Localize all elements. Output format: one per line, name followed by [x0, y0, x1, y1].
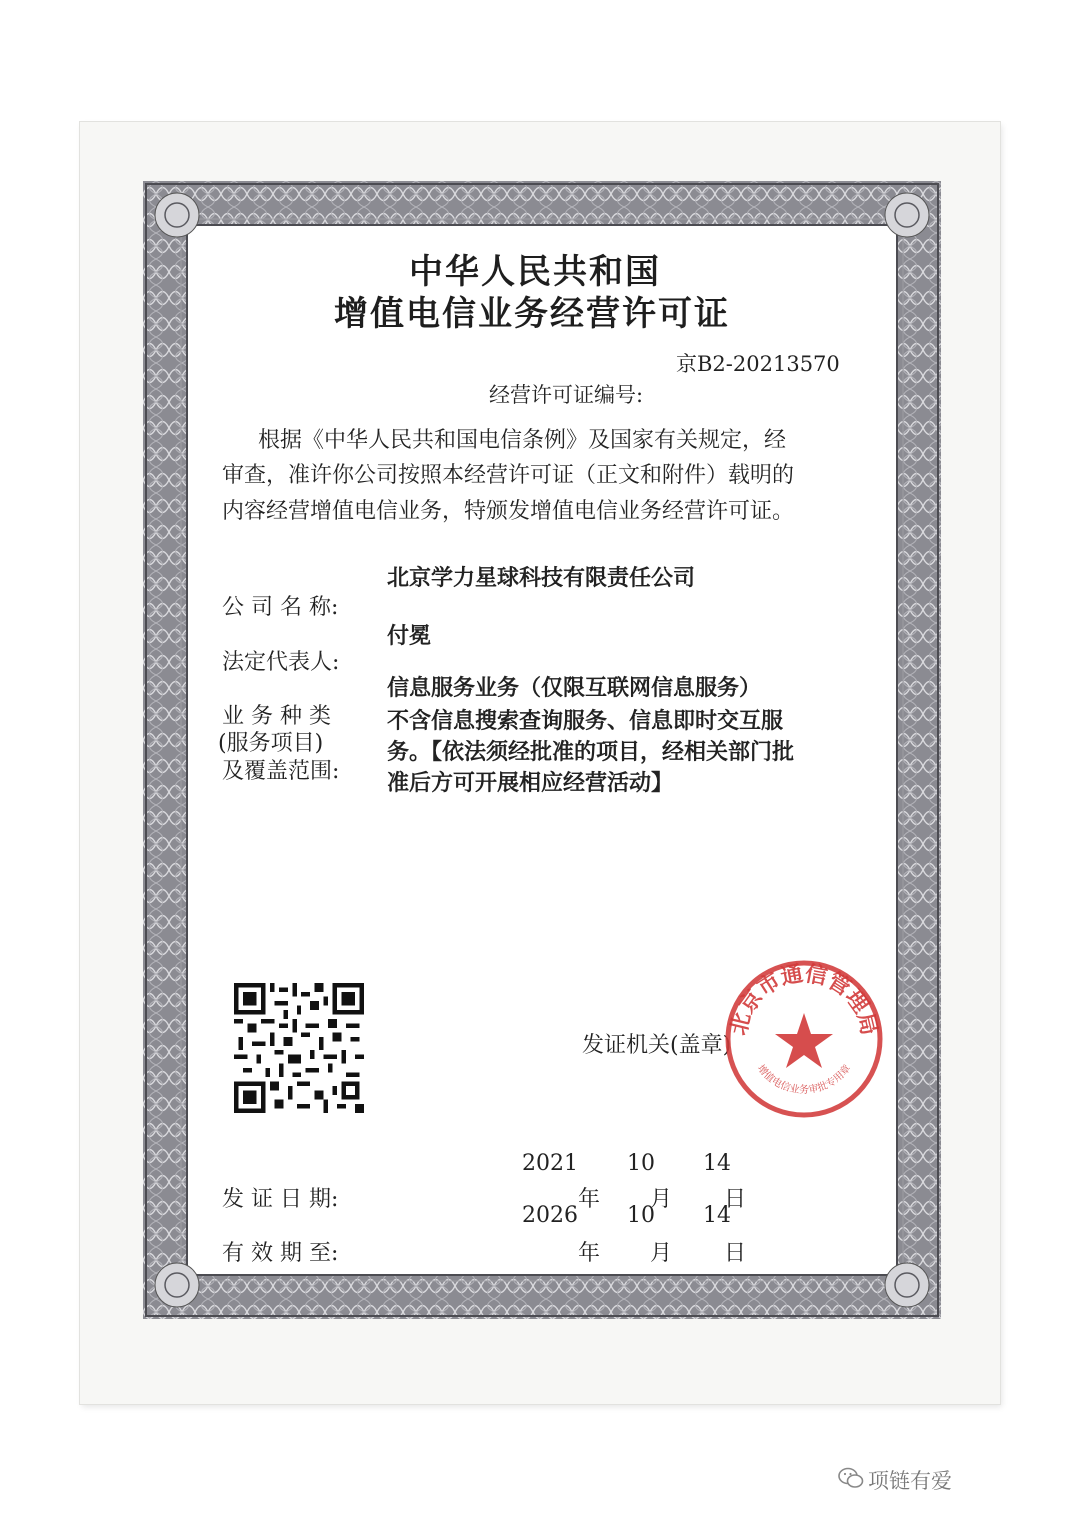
issue-date-label: 发 证 日 期:: [222, 1187, 339, 1212]
valid-until-label: 有 效 期 至:: [222, 1241, 339, 1266]
valid-year: 2026: [522, 1203, 578, 1228]
intro-line-3: 内容经营增值电信业务，特颁发增值电信业务经营许可证。: [222, 499, 795, 524]
business-label-3: 及覆盖范围:: [222, 759, 340, 784]
issue-month-unit: 月: [650, 1187, 673, 1212]
qr-code: [234, 983, 364, 1113]
intro-line-1: 根据《中华人民共和国电信条例》及国家有关规定，经: [258, 428, 787, 453]
license-number-label: 经营许可证编号:: [489, 383, 644, 407]
legal-rep-name: 付冕: [387, 623, 432, 649]
valid-day-unit: 日: [724, 1241, 747, 1266]
issue-month: 10: [627, 1151, 655, 1176]
license-number: 京B2-20213570: [676, 352, 840, 376]
business-line-4: 准后方可开展相应经营活动】: [387, 770, 674, 796]
valid-day: 14: [703, 1203, 731, 1228]
business-label-1: 业 务 种 类: [222, 704, 331, 729]
title-line-1: 中华人民共和国: [409, 252, 661, 292]
issuer-label: 发证机关(盖章): [582, 1033, 732, 1058]
company-label: 公 司 名 称:: [222, 595, 339, 620]
watermark-text: 项链有爱: [868, 1469, 952, 1493]
business-label-2: (服务项目): [218, 731, 324, 756]
issue-year: 2021: [522, 1151, 578, 1176]
title-line-2: 增值电信业务经营许可证: [334, 294, 730, 334]
company-name: 北京学力星球科技有限责任公司: [387, 565, 696, 591]
issue-year-unit: 年: [578, 1187, 601, 1212]
valid-month-unit: 月: [650, 1241, 673, 1266]
svg-text:增值电信业务审批专用章: 增值电信业务审批专用章: [754, 1063, 854, 1097]
business-line-3: 务。【依法须经批准的项目，经相关部门批: [387, 739, 795, 765]
legal-rep-label: 法定代表人:: [222, 650, 340, 675]
valid-year-unit: 年: [578, 1241, 601, 1266]
intro-line-2: 审查，准许你公司按照本经营许可证（正文和附件）载明的: [222, 463, 795, 488]
svg-text:北京市通信管理局: 北京市通信管理局: [725, 960, 883, 1038]
valid-month: 10: [627, 1203, 655, 1228]
issue-day: 14: [703, 1151, 731, 1176]
business-line-1: 信息服务业务（仅限互联网信息服务）: [387, 675, 762, 701]
issue-day-unit: 日: [724, 1187, 747, 1212]
wechat-icon: [838, 1466, 864, 1490]
official-seal: [722, 957, 886, 1121]
business-line-2: 不含信息搜索查询服务、信息即时交互服: [387, 708, 784, 734]
